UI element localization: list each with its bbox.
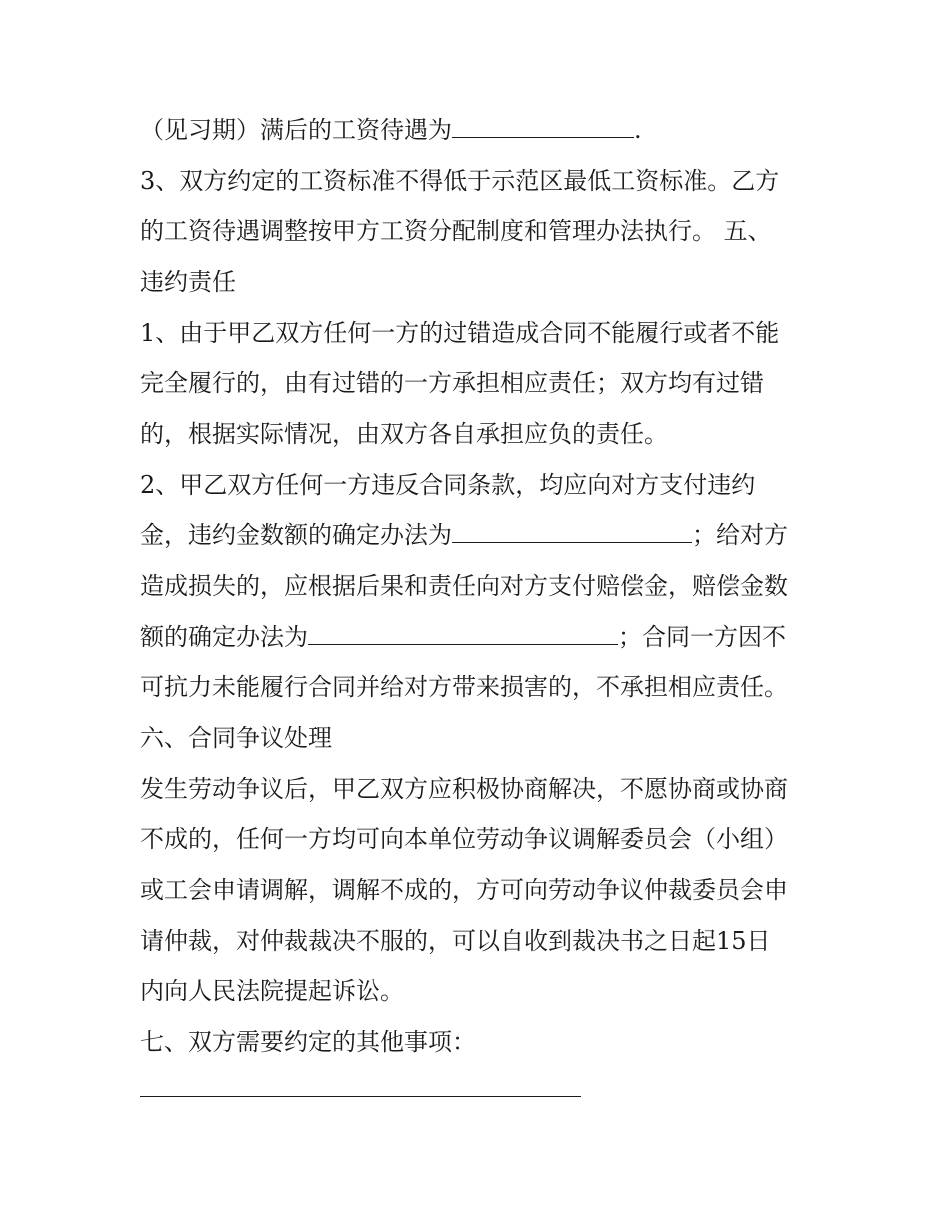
text-line: 的工资待遇调整按甲方工资分配制度和管理办法执行。 五、: [140, 217, 772, 245]
text-line: 不成的，任何一方均可向本单位劳动争议调解委员会（小组）: [140, 825, 788, 853]
text-line: 3、双方约定的工资标准不得低于示范区最低工资标准。乙方: [140, 167, 780, 195]
text-line: 金，违约金数额的确定办法为 ；给对方: [140, 521, 788, 549]
text-line: 发生劳动争议后，甲乙双方应积极协商解决，不愿协商或协商: [140, 775, 788, 803]
section-heading: 六、合同争议处理: [140, 724, 332, 752]
fill-in-blank-penalty-method: [452, 520, 692, 543]
text-line: 请仲裁，对仲裁裁决不服的，可以自收到裁决书之日起15日: [140, 927, 771, 955]
text-line: 内向人民法院提起诉讼。: [140, 977, 404, 1005]
text-line: 额的确定办法为 ；合同一方因不: [140, 623, 786, 651]
section-heading: 违约责任: [140, 268, 236, 296]
text-line: 造成损失的，应根据后果和责任向对方支付赔偿金，赔偿金数: [140, 572, 788, 600]
text-line: 或工会申请调解，调解不成的，方可向劳动争议仲裁委员会申: [140, 876, 788, 904]
text-line: 完全履行的，由有过错的一方承担相应责任；双方均有过错: [140, 369, 764, 397]
section-heading: 七、双方需要约定的其他事项：: [140, 1028, 476, 1056]
text-line: 的，根据实际情况，由双方各自承担应负的责任。: [140, 420, 668, 448]
fill-in-blank-other-matters: [140, 1096, 581, 1097]
text-line: 2、甲乙双方任何一方违反合同条款，均应向对方支付违约: [140, 471, 756, 499]
fill-in-blank-probation-salary: [452, 115, 634, 138]
text-line: 可抗力未能履行合同并给对方带来损害的，不承担相应责任。: [140, 673, 788, 701]
text-line: （见习期）满后的工资待遇为 .: [140, 116, 642, 144]
fill-in-blank-compensation-method: [308, 622, 618, 645]
text-line: 1、由于甲乙双方任何一方的过错造成合同不能履行或者不能: [140, 319, 780, 347]
